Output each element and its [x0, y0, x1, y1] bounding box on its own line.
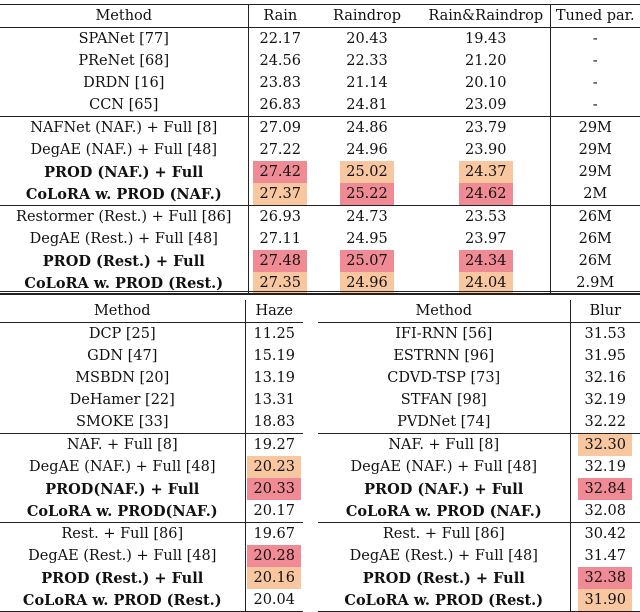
rain-raindrop-cell: 20.10	[464, 75, 507, 91]
table-row	[318, 434, 640, 457]
table-row	[318, 523, 640, 546]
header-haze: Haze	[245, 300, 303, 323]
method-cell: PROD (NAF.) + Full	[364, 480, 524, 498]
rain-cell: 23.83	[248, 72, 312, 94]
header-rain: Rain	[248, 5, 312, 28]
rain-raindrop-cell-best: 24.34	[459, 250, 513, 272]
tuned-cell: 29M	[550, 161, 640, 183]
raindrop-cell: 21.14	[346, 75, 388, 91]
haze-cell-second: 20.23	[247, 456, 301, 478]
haze-cell: 20.04	[245, 589, 303, 612]
derain-results-table	[0, 4, 640, 295]
raindrop-cell: 24.86	[312, 117, 422, 140]
method-cell: DegAE (Rest.) + Full [48]	[29, 231, 218, 247]
raindrop-cell-best: 25.22	[340, 183, 394, 205]
rain-raindrop-cell: 23.90	[464, 142, 507, 158]
table-row	[0, 323, 303, 346]
haze-cell: 13.19	[245, 367, 303, 389]
table-row	[0, 228, 640, 250]
method-cell: PROD (Rest.) + Full	[41, 569, 204, 587]
method-cell: MSBDN [20]	[75, 370, 170, 386]
table-row	[318, 323, 640, 346]
raindrop-cell: 24.96	[346, 142, 388, 158]
method-cell: DeHamer [22]	[69, 392, 175, 408]
header-tuned-params: Tuned par.	[550, 5, 640, 28]
raindrop-cell-second: 24.96	[340, 272, 394, 294]
table-row	[0, 545, 303, 567]
table-row	[318, 589, 640, 612]
rain-cell: 26.93	[248, 206, 312, 229]
table-row	[318, 478, 640, 500]
table-row	[318, 367, 640, 389]
table-row	[0, 28, 640, 51]
haze-cell: 19.67	[245, 523, 303, 546]
table-row	[0, 250, 640, 272]
haze-cell: 13.31	[245, 389, 303, 411]
method-cell: CoLoRA w. PROD (Rest.)	[318, 589, 570, 612]
table-row	[0, 117, 640, 140]
tuned-cell: -	[550, 94, 640, 117]
raindrop-cell-second: 25.02	[340, 161, 394, 183]
method-cell: Rest. + Full [86]	[0, 523, 245, 546]
rain-cell-best: 27.42	[253, 161, 307, 183]
method-cell: CoLoRA w. PROD(NAF.)	[26, 502, 218, 520]
method-cell: CoLoRA w. PROD (NAF.)	[345, 502, 542, 520]
rain-raindrop-cell: 19.43	[464, 31, 507, 47]
table-row	[0, 345, 303, 367]
method-cell: PVDNet [74]	[397, 414, 491, 430]
haze-cell-best: 20.33	[247, 478, 301, 500]
header-blur: Blur	[570, 300, 640, 323]
method-cell: PROD (Rest.) + Full	[362, 569, 525, 587]
haze-cell-second: 20.16	[247, 567, 301, 589]
method-cell: SPANet [77]	[78, 31, 169, 47]
raindrop-cell: 24.81	[346, 97, 388, 113]
table-row	[318, 545, 640, 567]
tuned-cell: 2M	[550, 183, 640, 206]
rain-raindrop-cell: 21.20	[464, 53, 507, 69]
raindrop-cell: 24.73	[312, 206, 422, 229]
blur-cell: 30.42	[570, 523, 640, 546]
table-row	[0, 183, 640, 206]
raindrop-cell: 20.43	[346, 31, 388, 47]
blur-cell: 31.47	[570, 545, 640, 567]
table-row	[0, 478, 303, 500]
rain-raindrop-cell: 23.53	[422, 206, 550, 229]
haze-cell: 20.17	[245, 500, 303, 523]
method-cell: Restormer (Rest.) + Full [86]	[0, 206, 248, 229]
rain-cell: 22.17	[248, 28, 312, 51]
dehaze-results-table	[0, 300, 303, 612]
rain-raindrop-cell-second: 24.04	[459, 272, 513, 294]
haze-cell: 19.27	[245, 434, 303, 457]
table-header-row	[318, 300, 640, 323]
table-row	[0, 434, 303, 457]
haze-cell: 11.25	[245, 323, 303, 346]
table-row	[0, 500, 303, 523]
table-row	[318, 345, 640, 367]
rain-raindrop-cell: 23.97	[464, 231, 507, 247]
method-cell: ESTRNN [96]	[393, 348, 495, 364]
method-cell: NAF. + Full [8]	[0, 434, 245, 457]
blur-cell: 32.22	[570, 411, 640, 434]
table-row	[0, 523, 303, 546]
blur-cell-best: 32.38	[578, 567, 632, 589]
method-cell: PReNet [68]	[78, 53, 170, 69]
table-row	[0, 206, 640, 229]
deblur-results-table	[318, 300, 640, 612]
rain-cell: 27.09	[248, 117, 312, 140]
blur-cell: 31.53	[570, 323, 640, 346]
rain-cell: 27.22	[248, 139, 312, 161]
raindrop-cell-best: 25.07	[340, 250, 394, 272]
header-raindrop: Raindrop	[312, 5, 422, 28]
table-row	[0, 389, 303, 411]
table-header-row	[0, 5, 640, 28]
tuned-cell: -	[550, 72, 640, 94]
haze-cell-best: 20.28	[247, 545, 301, 567]
raindrop-cell: 22.33	[346, 53, 388, 69]
tuned-cell: 26M	[550, 206, 640, 229]
rain-cell-best: 27.48	[253, 250, 307, 272]
blur-cell: 31.95	[570, 345, 640, 367]
header-method: Method	[0, 300, 245, 323]
table-row	[0, 50, 640, 72]
rain-raindrop-cell-second: 24.37	[459, 161, 513, 183]
table-row	[0, 411, 303, 434]
raindrop-cell: 24.95	[346, 231, 388, 247]
method-cell: CoLoRA w. PROD (Rest.)	[0, 272, 248, 295]
tuned-cell: -	[550, 50, 640, 72]
table-header-row	[0, 300, 303, 323]
method-cell: Rest. + Full [86]	[318, 523, 570, 546]
tuned-cell: 29M	[550, 139, 640, 161]
table-row	[318, 456, 640, 478]
rain-cell-second: 27.37	[253, 183, 307, 205]
rain-raindrop-cell: 23.09	[464, 97, 507, 113]
table-row	[0, 589, 303, 612]
table-row	[0, 161, 640, 183]
table-row	[0, 139, 640, 161]
table-row	[318, 389, 640, 411]
blur-cell: 32.19	[570, 456, 640, 478]
section-divider	[0, 291, 640, 294]
table-row	[0, 367, 303, 389]
table-row	[0, 567, 303, 589]
table-row	[318, 567, 640, 589]
method-cell: DegAE (NAF.) + Full [48]	[29, 459, 216, 475]
method-cell: DRDN [16]	[83, 75, 165, 91]
tuned-cell: -	[550, 28, 640, 51]
method-cell: SMOKE [33]	[76, 414, 169, 430]
method-cell: NAFNet (NAF.) + Full [8]	[0, 117, 248, 140]
rain-cell-second: 27.35	[253, 272, 307, 294]
method-cell: STFAN [98]	[400, 392, 487, 408]
table-row	[318, 411, 640, 434]
rain-raindrop-cell: 23.79	[422, 117, 550, 140]
header-rain-raindrop: Rain&Raindrop	[422, 5, 550, 28]
blur-cell: 32.19	[570, 389, 640, 411]
table-row	[0, 456, 303, 478]
blur-cell: 32.16	[570, 367, 640, 389]
method-cell: IFI-RNN [56]	[395, 326, 493, 342]
table-row	[0, 94, 640, 117]
rain-raindrop-cell-best: 24.62	[459, 183, 513, 205]
method-cell: PROD(NAF.) + Full	[45, 480, 200, 498]
rain-cell: 26.83	[248, 94, 312, 117]
method-cell: DegAE (Rest.) + Full [48]	[349, 548, 538, 564]
method-cell: DegAE (NAF.) + Full [48]	[30, 142, 217, 158]
method-cell: CCN [65]	[89, 97, 159, 113]
tuned-cell: 2.9M	[550, 272, 640, 295]
blur-cell-second: 31.90	[578, 589, 632, 611]
rain-cell: 27.11	[248, 228, 312, 250]
table-row	[318, 500, 640, 523]
method-cell: PROD (Rest.) + Full	[42, 252, 205, 270]
method-cell: CDVD-TSP [73]	[387, 370, 501, 386]
tuned-cell: 29M	[550, 117, 640, 140]
method-cell: GDN [47]	[87, 348, 158, 364]
blur-cell-second: 32.30	[578, 434, 632, 456]
header-method: Method	[318, 300, 570, 323]
blur-cell: 32.08	[570, 500, 640, 523]
method-cell: DegAE (NAF.) + Full [48]	[350, 459, 537, 475]
rain-cell: 24.56	[248, 50, 312, 72]
method-cell: CoLoRA w. PROD (Rest.)	[0, 589, 245, 612]
tuned-cell: 26M	[550, 228, 640, 250]
table-row	[0, 72, 640, 94]
haze-cell: 15.19	[245, 345, 303, 367]
tuned-cell: 26M	[550, 250, 640, 272]
blur-cell-best: 32.84	[578, 478, 632, 500]
method-cell: CoLoRA w. PROD (NAF.)	[25, 185, 222, 203]
header-method: Method	[0, 5, 248, 28]
haze-cell: 18.83	[245, 411, 303, 434]
method-cell: DCP [25]	[88, 326, 156, 342]
method-cell: DegAE (Rest.) + Full [48]	[28, 548, 217, 564]
method-cell: PROD (NAF.) + Full	[44, 163, 204, 181]
method-cell: NAF. + Full [8]	[318, 434, 570, 457]
